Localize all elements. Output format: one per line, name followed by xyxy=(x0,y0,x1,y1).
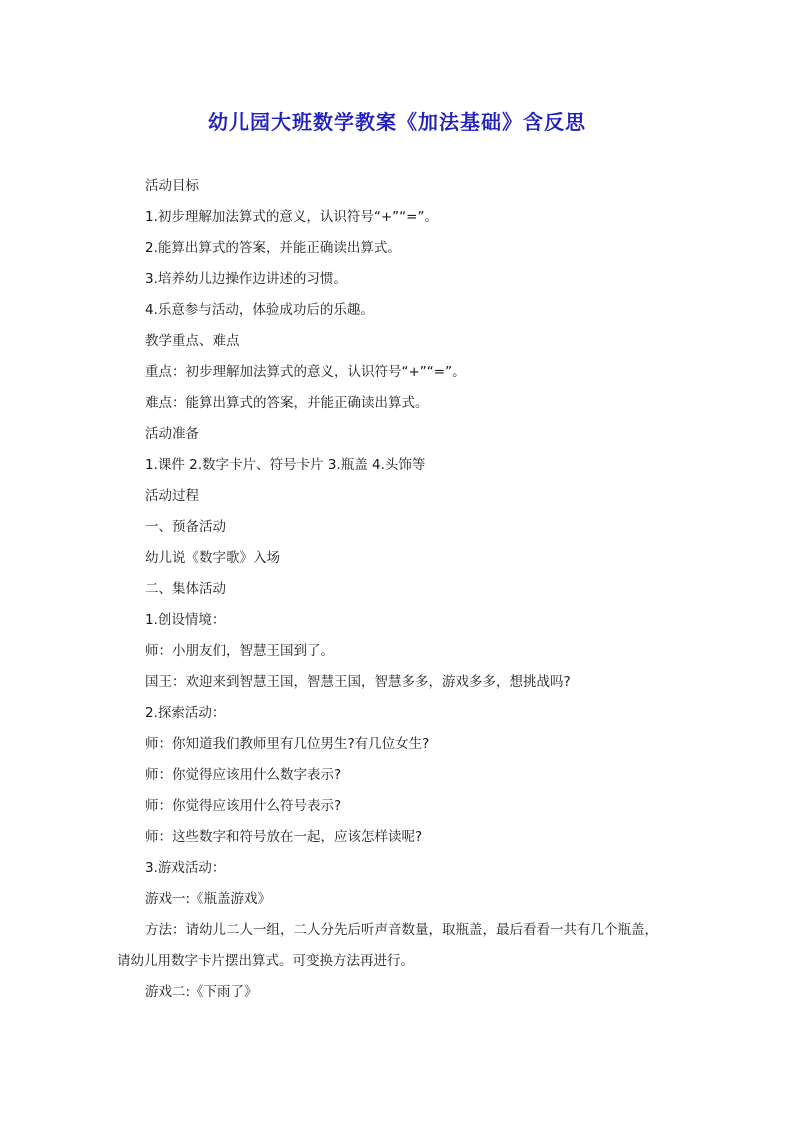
goal-item: 1.初步理解加法算式的意义，认识符号“+”“=”。 xyxy=(145,209,438,225)
goal-item: 3.培养幼儿边操作边讲述的习惯。 xyxy=(145,271,347,287)
dialogue-line: 师：小朋友们，智慧王国到了。 xyxy=(145,643,334,659)
method-line: 方法：请幼儿二人一组，二人分先后听声音数量，取瓶盖，最后看看一共有几个瓶盖， xyxy=(145,922,658,938)
goal-item: 4.乐意参与活动，体验成功后的乐趣。 xyxy=(145,302,374,318)
dialogue-line: 师：你觉得应该用什么符号表示? xyxy=(145,798,342,814)
dialogue-line: 师：你觉得应该用什么数字表示? xyxy=(145,767,342,783)
document-title: 幼儿园大班数学教案《加法基础》含反思 xyxy=(208,110,586,134)
section-heading-process: 活动过程 xyxy=(145,488,199,504)
process-step-heading: 一、预备活动 xyxy=(145,519,226,535)
process-step-heading: 二、集体活动 xyxy=(145,581,226,597)
method-paragraph xyxy=(117,920,677,982)
process-paragraph: 1.创设情境： xyxy=(145,612,226,628)
process-paragraph: 2.探索活动： xyxy=(145,705,226,721)
method-line: 请幼儿用数字卡片摆出算式。可变换方法再进行。 xyxy=(117,953,414,969)
document-body xyxy=(117,176,677,1013)
difficulty-item: 难点：能算出算式的答案，并能正确读出算式。 xyxy=(145,395,429,411)
process-paragraph: 幼儿说《数字歌》入场 xyxy=(145,550,280,566)
goal-item: 2.能算出算式的答案，并能正确读出算式。 xyxy=(145,240,401,256)
key-point-item: 重点：初步理解加法算式的意义，认识符号“+”“=”。 xyxy=(145,364,466,380)
section-heading-preparation: 活动准备 xyxy=(145,426,199,442)
preparation-list: 1.课件 2.数字卡片、符号卡片 3.瓶盖 4.头饰等 xyxy=(145,457,426,473)
dialogue-line: 师：这些数字和符号放在一起，应该怎样读呢? xyxy=(145,829,423,845)
game-title: 游戏二:《下雨了》 xyxy=(145,984,258,1000)
game-title: 游戏一:《瓶盖游戏》 xyxy=(145,891,272,907)
section-heading-key-points: 教学重点、难点 xyxy=(145,333,240,349)
dialogue-line: 国王：欢迎来到智慧王国，智慧王国，智慧多多，游戏多多，想挑战吗? xyxy=(145,674,571,690)
section-heading-goals: 活动目标 xyxy=(145,178,199,194)
dialogue-line: 师：你知道我们教师里有几位男生?有几位女生? xyxy=(145,736,430,752)
process-paragraph: 3.游戏活动： xyxy=(145,860,226,876)
